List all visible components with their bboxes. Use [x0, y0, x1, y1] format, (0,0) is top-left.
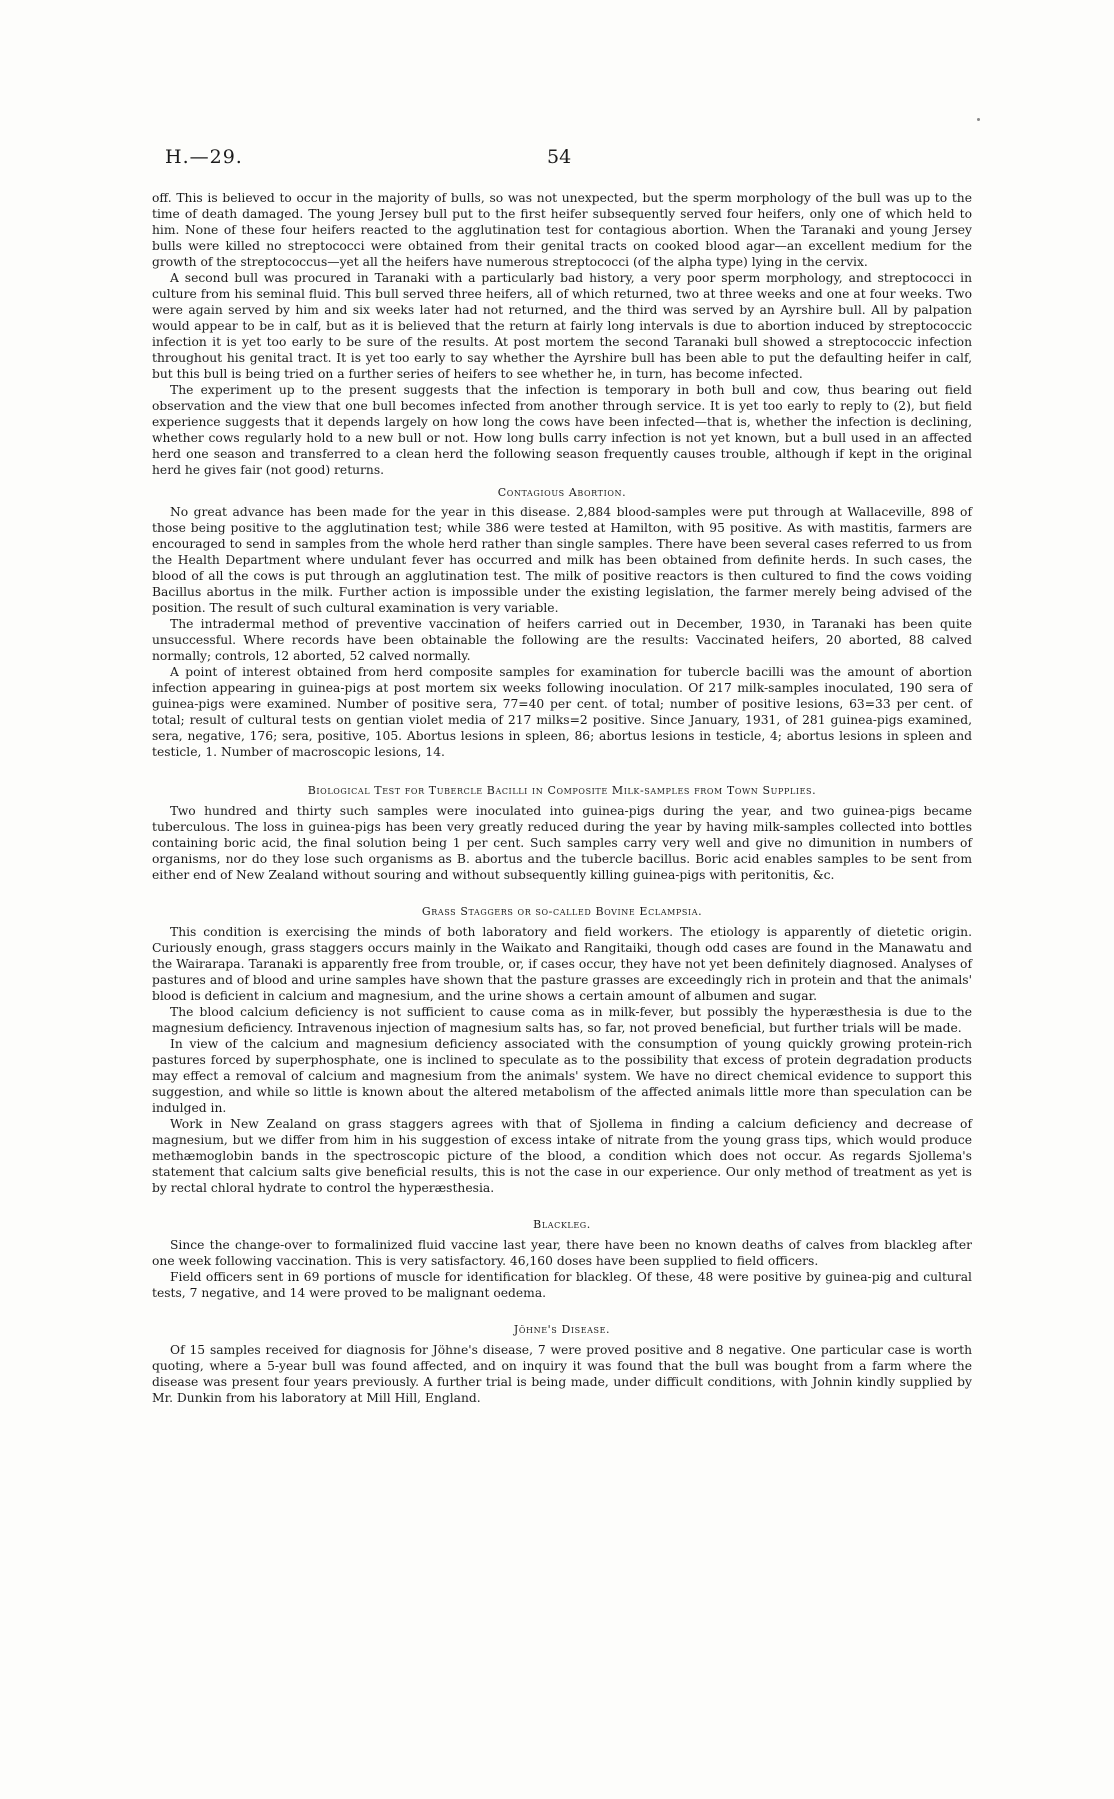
paragraph: A second bull was procured in Taranaki with a particularly bad history, a very poor sperm morphology, and streptococci in culture from his seminal fluid. This bull served three heifers, all of which returned, two at three weeks and one at four weeks. Two were again served by him and six weeks later had not returned, and the third was served by an Ayrshire bull. All by palpation would appear to be in calf, but as it is believed that the return at fairly long intervals is due to abortion induced by streptococcic infection it is yet too early to be sure of the results. At post mortem the second Taranaki bull showed a streptococcic infection throughout his genital tract. It is yet too early to say whether the Ayrshire bull has been able to put the defaulting heifer in calf, but this bull is being tried on a further series of heifers to see whether he, in turn, has become infected. [152, 271, 972, 381]
paragraph: The blood calcium deficiency is not sufficient to cause coma as in milk-fever, but possibly the hyperæsthesia is due to the magnesium deficiency. Intravenous injection of magnesium salts has, so far, not proved beneficial, but further trials will be made. [152, 1005, 972, 1035]
section-heading: Blackleg. [533, 1218, 591, 1231]
paragraph: This condition is exercising the minds of both laboratory and field workers. The etiology is apparently of dietetic origin. Curiously enough, grass staggers occurs mainly in the Waikato and Rangitaiki, though odd cases are found in the Manawatu and the Wairarapa. Taranaki is apparently free from trouble, or, if cases occur, they have not yet been definitely diagnosed. Analyses of pastures and of blood and urine samples have shown that the pasture grasses are exceedingly rich in protein and that the animals' blood is deficient in calcium and magnesium, and the urine shows a certain amount of albumen and sugar. [152, 925, 972, 1003]
paragraph: The experiment up to the present suggests that the infection is temporary in both bull and cow, thus bearing out field observation and the view that one bull becomes infected from another through service. It is yet too early to reply to (2), but field experience suggests that it depends largely on how long the cows have been infected—that is, whether the infection is declining, whether cows regularly hold to a new bull or not. How long bulls carry infection is not yet known, but a bull used in an affected herd one season and transferred to a clean herd the following season frequently causes trouble, although if kept in the original herd he gives fair (not good) returns. [152, 383, 972, 477]
section-heading: Biological Test for Tubercle Bacilli in Composite Milk-samples from Town Supplies. [307, 784, 817, 797]
paragraph: Since the change-over to formalinized fluid vaccine last year, there have been no known deaths of calves from blackleg after one week following vaccination. This is very satisfactory. 46,160 doses have been supplied to field officers. [152, 1238, 972, 1268]
paragraph: Field officers sent in 69 portions of muscle for identification for blackleg. Of these, 48 were positive by guinea-pig and cultural tests, 7 negative, and 14 were proved to be malignant oedema. [152, 1270, 972, 1300]
section-heading: Jöhne's Disease. [513, 1323, 611, 1336]
section-biological-test [152, 783, 972, 883]
page-body [152, 190, 972, 1406]
section-intro [152, 190, 972, 478]
paragraph: In view of the calcium and magnesium deficiency associated with the consumption of young quickly growing protein-rich pastures forced by superphosphate, one is inclined to speculate as to the possibility that excess of protein degradation products may effect a removal of calcium and magnesium from the animals' system. We have no direct chemical evidence to support this suggestion, and while so little is known about the altered metabolism of the affected animals little more than speculation can be indulged in. [152, 1037, 972, 1115]
paragraph: off. This is believed to occur in the majority of bulls, so was not unexpected, but the sperm morphology of the bull was up to the time of death damaged. The young Jersey bull put to the first heifer subsequently served four heifers, only one of which held to him. None of these four heifers reacted to the agglutination test for contagious abortion. When the Taranaki and young Jersey bulls were killed no streptococci were obtained from their genital tracts on cooked blood agar—an excellent medium for the growth of the streptococcus—yet all the heifers have numerous streptococci (of the alpha type) lying in the cervix. [152, 191, 972, 269]
document-reference: H.—29. [165, 146, 243, 168]
paragraph: Two hundred and thirty such samples were inoculated into guinea-pigs during the year, and two guinea-pigs became tuberculous. The loss in guinea-pigs has been very greatly reduced during the year by having milk-samples collected into bottles containing boric acid, the final solution being 1 per cent. Such samples carry very well and give no dimunition in numbers of organisms, nor do they lose such organisms as B. abortus and the tubercle bacillus. Boric acid enables samples to be sent from either end of New Zealand without souring and without subsequently killing guinea-pigs with peritonitis, &c. [152, 804, 972, 882]
section-heading: Contagious Abortion. [497, 486, 627, 499]
section-heading: Grass Staggers or so-called Bovine Eclampsia. [421, 905, 703, 918]
paragraph: A point of interest obtained from herd composite samples for examination for tubercle bacilli was the amount of abortion infection appearing in guinea-pigs at post mortem six weeks following inoculation. Of 217 milk-samples inoculated, 190 sera of guinea-pigs were examined. Number of positive sera, 77=40 per cent. of total; number of positive lesions, 63=33 per cent. of total; result of cultural tests on gentian violet media of 217 milks=2 positive. Since January, 1931, of 281 guinea-pigs examined, sera, negative, 176; sera, positive, 105. Abortus lesions in spleen, 86; abortus lesions in testicle, 4; abortus lesions in spleen and testicle, 1. Number of macroscopic lesions, 14. [152, 665, 972, 759]
section-contagious-abortion [152, 485, 972, 760]
paragraph: Of 15 samples received for diagnosis for Jöhne's disease, 7 were proved positive and 8 negative. One particular case is worth quoting, where a 5-year bull was found affected, and on inquiry it was found that the bull was bought from a farm where the disease was present four years previously. A further trial is being made, under difficult conditions, with Johnin kindly supplied by Mr. Dunkin from his laboratory at Mill Hill, England. [152, 1343, 972, 1405]
paragraph: The intradermal method of preventive vaccination of heifers carried out in December, 1930, in Taranaki has been quite unsuccessful. Where records have been obtainable the following are the results: Vaccinated heifers, 20 aborted, 88 calved normally; controls, 12 aborted, 52 calved normally. [152, 617, 972, 663]
scan-speck [977, 118, 980, 121]
section-johnes-disease [152, 1322, 972, 1406]
section-blackleg [152, 1217, 972, 1301]
page-number: 54 [547, 146, 572, 168]
page-header [165, 146, 975, 176]
paragraph: Work in New Zealand on grass staggers agrees with that of Sjollema in finding a calcium deficiency and decrease of magnesium, but we differ from him in his suggestion of excess intake of nitrate from the young grass tips, which would produce methæmoglobin bands in the spectroscopic picture of the blood, a condition which does not occur. As regards Sjollema's statement that calcium salts give beneficial results, this is not the case in our experience. Our only method of treatment as yet is by rectal chloral hydrate to control the hyperæsthesia. [152, 1117, 972, 1195]
paragraph: No great advance has been made for the year in this disease. 2,884 blood-samples were put through at Wallaceville, 898 of those being positive to the agglutination test; while 386 were tested at Hamilton, with 95 positive. As with mastitis, farmers are encouraged to send in samples from the whole herd rather than single samples. There have been several cases referred to us from the Health Department where undulant fever has occurred and milk has been obtained from definite herds. In such cases, the blood of all the cows is put through an agglutination test. The milk of positive reactors is then cultured to find the cows voiding Bacillus abortus in the milk. Further action is impossible under the existing legislation, the farmer merely being advised of the position. The result of such cultural examination is very variable. [152, 505, 972, 615]
section-grass-staggers [152, 904, 972, 1196]
